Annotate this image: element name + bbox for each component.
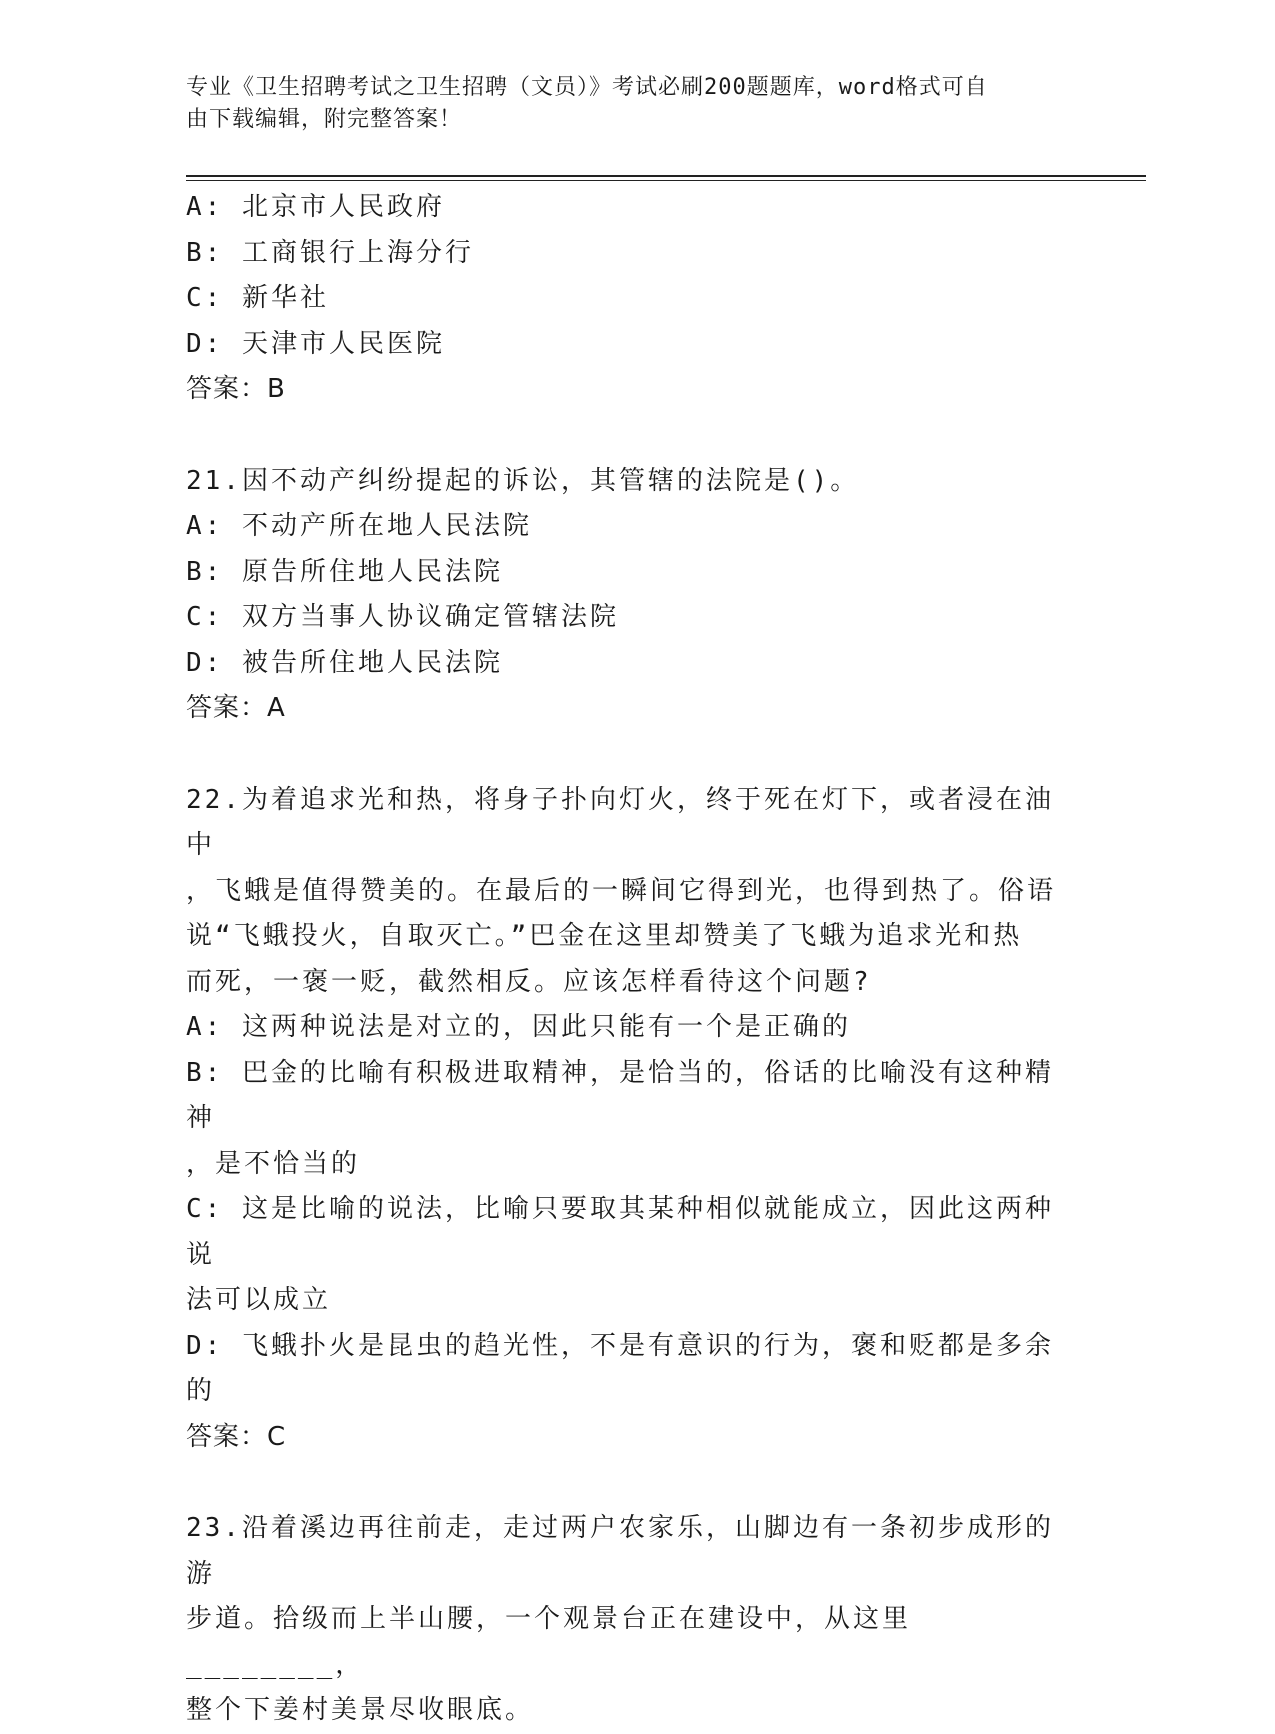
answer: 答案：C (186, 1421, 287, 1452)
option-a: A: 北京市人民政府 (186, 192, 445, 222)
option-d: D: 天津市人民医院 (186, 328, 445, 359)
question-stem-line: 而死，一褒一贬，截然相反。应该怎样看待这个问题? (186, 966, 872, 997)
option-c: C: 新华社 (186, 283, 329, 313)
option-b: B: 原告所住地人民法院 (186, 556, 503, 587)
answer: 答案：B (186, 374, 286, 404)
option-a: A: 这两种说法是对立的，因此只能有一个是正确的 (186, 1012, 851, 1042)
question-20 (186, 185, 1076, 413)
option-d: D: 被告所住地人民法院 (186, 647, 503, 678)
header-divider (186, 175, 1146, 181)
answer: 答案：A (186, 693, 286, 723)
question-stem-line: 23.沿着溪边再往前走，走过两户农家乐，山脚边有一条初步成形的游 (186, 1513, 1054, 1589)
option-b-continued: ，是不恰当的 (186, 1148, 361, 1179)
question-stem-line: 步道。拾级而上半山腰，一个观景台正在建设中，从这里________， (186, 1604, 912, 1680)
question-21 (186, 459, 1076, 732)
header-line-1: 专业《卫生招聘考试之卫生招聘（文员）》考试必刷200题题库，word格式可自 (186, 75, 988, 100)
question-23 (186, 1506, 1076, 1734)
option-c-continued: 法可以成立 (186, 1285, 332, 1315)
question-22 (186, 778, 1076, 1461)
spacer (186, 732, 1076, 778)
option-a: A: 不动产所在地人民法院 (186, 511, 532, 541)
question-stem-line: ，飞蛾是值得赞美的。在最后的一瞬间它得到光，也得到热了。俗语 (186, 875, 1057, 906)
header-line-2: 由下载编辑，附完整答案！ (186, 107, 463, 132)
spacer (186, 1460, 1076, 1506)
question-stem-line: 说“飞蛾投火，自取灭亡。”巴金在这里却赞美了飞蛾为追求光和热 (186, 921, 1023, 951)
question-stem-line: 22.为着追求光和热，将身子扑向灯火，终于死在灯下，或者浸在油中 (186, 784, 1054, 860)
document-header (186, 72, 1066, 136)
question-list (186, 185, 1076, 1734)
option-d: D: 飞蛾扑火是昆虫的趋光性，不是有意识的行为，褒和贬都是多余的 (186, 1330, 1054, 1406)
question-stem-line: 整个下姜村美景尽收眼底。 (186, 1695, 535, 1725)
option-b: B: 工商银行上海分行 (186, 237, 474, 268)
option-c: C: 这是比喻的说法，比喻只要取其某种相似就能成立，因此这两种说 (186, 1194, 1054, 1270)
option-b: B: 巴金的比喻有积极进取精神，是恰当的，俗话的比喻没有这种精神 (186, 1057, 1054, 1133)
spacer (186, 413, 1076, 459)
question-stem: 21.因不动产纠纷提起的诉讼，其管辖的法院是()。 (186, 465, 860, 496)
option-c: C: 双方当事人协议确定管辖法院 (186, 602, 619, 632)
